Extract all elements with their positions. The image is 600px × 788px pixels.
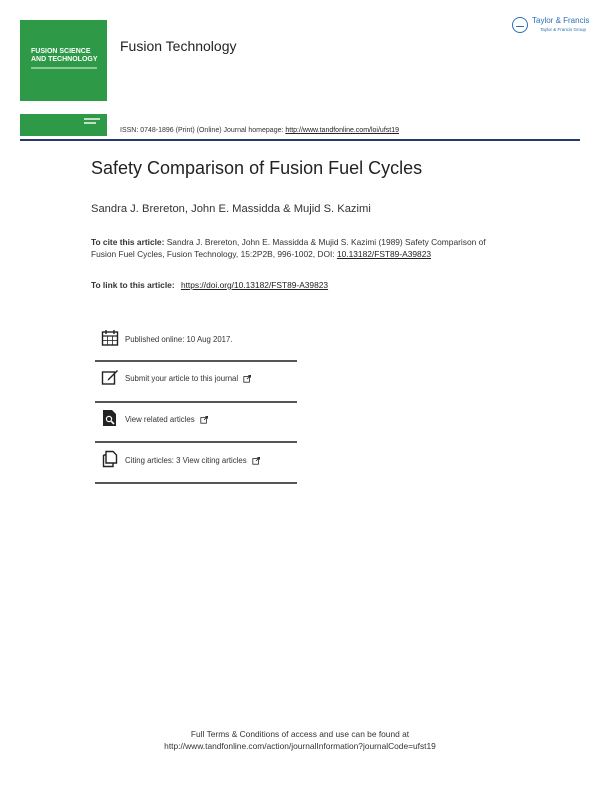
cite-text: Sandra J. Brereton, John E. Massidda & Mujid S. Kazimi (1989) Safety Comparison of Fusion Fuel Cycles, Fusion Technology, 15:2P2B, 996-1002, DOI: (91, 237, 486, 259)
divider (95, 482, 297, 484)
cite-label: To cite this article: (91, 237, 165, 247)
article-link-line (91, 280, 328, 290)
search-document-icon (101, 409, 119, 427)
cover-mini-line (84, 118, 100, 120)
header-divider (20, 139, 580, 141)
cover-title: FUSION SCIENCE AND TECHNOLOGY (31, 48, 98, 63)
copy-icon (101, 450, 119, 468)
journal-cover (20, 20, 107, 136)
journal-title: Fusion Technology (120, 38, 237, 54)
citation-block (91, 237, 491, 260)
publisher-logo-tagline: Taylor & Francis Group (540, 27, 587, 32)
footer-line-1: Full Terms & Conditions of access and use can be found at (190, 729, 410, 739)
cover-mini-line (84, 122, 96, 124)
submit-article-item[interactable] (95, 368, 297, 409)
citing-articles-label[interactable] (125, 456, 260, 465)
cover-bottom-band (20, 114, 107, 136)
citing-articles-item[interactable] (95, 450, 297, 491)
article-doi-link[interactable]: https://doi.org/10.13182/FST89-A39823 (180, 280, 329, 290)
divider (95, 441, 297, 443)
publisher-logo-name: Taylor & Francis (532, 16, 590, 25)
calendar-icon (101, 329, 119, 347)
related-articles-item[interactable] (95, 409, 297, 450)
taylor-francis-logo-icon (512, 17, 528, 33)
journal-homepage-link[interactable]: http://www.tandfonline.com/loi/ufst19 (285, 127, 399, 134)
submit-article-text: Submit your article to this journal (125, 374, 239, 383)
submit-article-label[interactable] (125, 374, 251, 383)
published-online-label: Published online: 10 Aug 2017. (125, 335, 233, 344)
related-articles-text: View related articles (125, 415, 195, 424)
divider (95, 360, 297, 362)
article-title: Safety Comparison of Fusion Fuel Cycles (91, 158, 423, 178)
published-online-item (95, 329, 297, 370)
footer-terms-link[interactable]: http://www.tandfonline.com/action/journalInformation?journalCode=ufst19 (164, 740, 436, 751)
publisher-logo[interactable] (512, 16, 590, 36)
issn-text: ISSN: 0748-1896 (Print) (Online) Journal homepage: (120, 127, 284, 134)
divider (95, 401, 297, 403)
external-link-icon (243, 375, 251, 383)
issn-line (120, 127, 399, 134)
external-link-icon (252, 457, 260, 465)
related-articles-label[interactable] (125, 415, 208, 424)
edit-icon (101, 368, 119, 386)
footer (0, 729, 600, 752)
citing-articles-text: Citing articles: 3 View citing articles (125, 456, 247, 465)
cover-subtitle-line (31, 67, 97, 69)
cite-doi-link[interactable]: 10.13182/FST89-A39823 (336, 248, 432, 259)
link-label: To link to this article: (91, 280, 175, 290)
external-link-icon (200, 416, 208, 424)
article-authors: Sandra J. Brereton, John E. Massidda & Mujid S. Kazimi (91, 203, 371, 215)
